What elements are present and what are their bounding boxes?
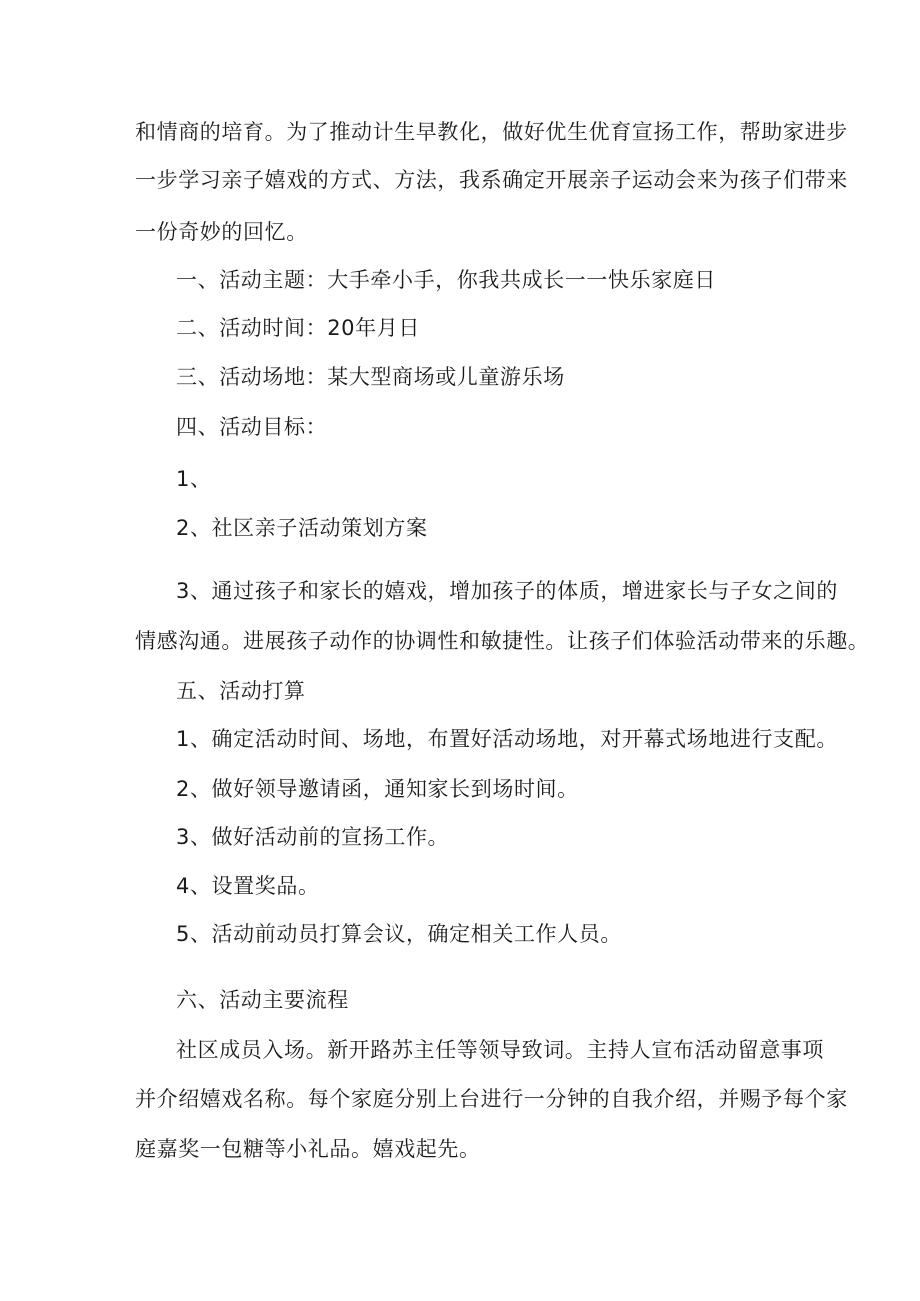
flow-line-2: 并介绍嬉戏名称。每个家庭分别上台进行一分钟的自我介绍，并赐予每个家 <box>135 1087 848 1111</box>
activity-goals-heading: 四、活动目标： <box>176 415 328 439</box>
intro-line-3: 一份奇妙的回忆。 <box>135 220 308 244</box>
flow-heading: 六、活动主要流程 <box>176 988 349 1012</box>
intro-line-1: 和情商的培育。为了推动计生早教化，做好优生优育宣扬工作，帮助家进步 <box>135 120 848 144</box>
prep-item-4: 4、设置奖品。 <box>176 874 320 898</box>
goal-item-1: 1、 <box>176 467 212 491</box>
prep-item-1: 1、确定活动时间、场地，布置好活动场地，对开幕式场地进行支配。 <box>176 727 838 751</box>
activity-venue: 三、活动场地：某大型商场或儿童游乐场 <box>176 365 565 389</box>
prep-item-2: 2、做好领导邀请函，通知家长到场时间。 <box>176 777 579 801</box>
goal-item-2: 2、社区亲子活动策划方案 <box>176 516 428 540</box>
flow-line-1: 社区成员入场。新开路苏主任等领导致词。主持人宣布活动留意事项 <box>176 1038 824 1062</box>
activity-theme: 一、活动主题：大手牵小手，你我共成长一一快乐家庭日 <box>176 268 716 292</box>
prep-item-3: 3、做好活动前的宣扬工作。 <box>176 825 450 849</box>
prep-item-5: 5、活动前动员打算会议，确定相关工作人员。 <box>176 922 622 946</box>
flow-line-3: 庭嘉奖一包糖等小礼品。嬉戏起先。 <box>135 1137 481 1161</box>
goal-item-3-line-2: 情感沟通。进展孩子动作的协调性和敏捷性。让孩子们体验活动带来的乐趣。 <box>135 629 870 653</box>
activity-time: 二、活动时间：20年月日 <box>176 316 420 340</box>
goal-item-3-line-1: 3、通过孩子和家长的嬉戏，增加孩子的体质，增进家长与子女之间的 <box>176 579 838 603</box>
intro-line-2: 一步学习亲子嬉戏的方式、方法，我系确定开展亲子运动会来为孩子们带来 <box>135 168 848 192</box>
prep-heading: 五、活动打算 <box>176 679 306 703</box>
